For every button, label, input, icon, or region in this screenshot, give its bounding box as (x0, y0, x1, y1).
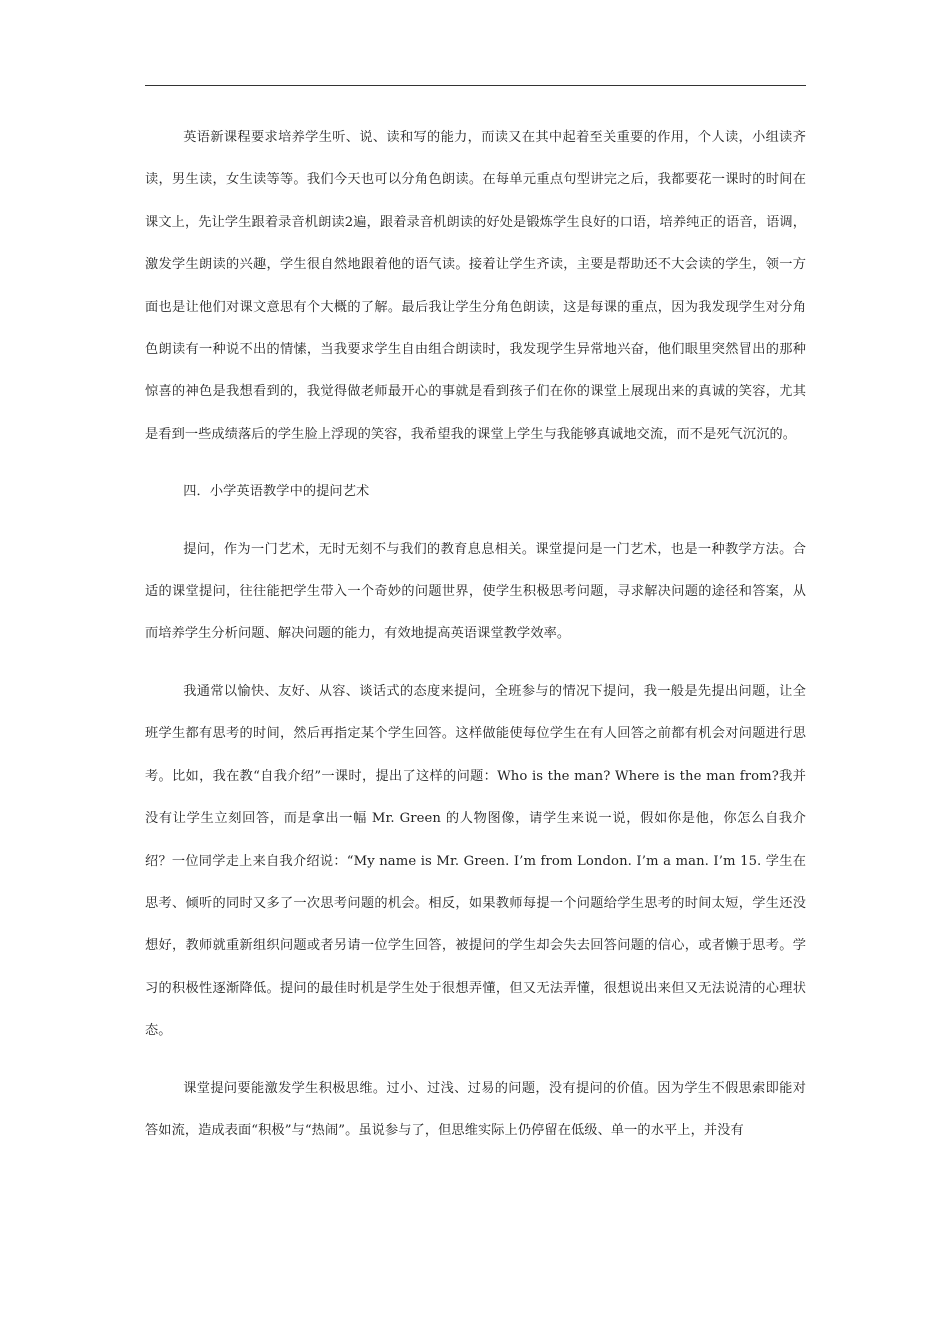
paragraph-questioning-example: 我通常以愉快、友好、从容、谈话式的态度来提问，全班参与的情况下提问，我一般是先提出问题，让全班学生都有思考的时间，然后再指定某个学生回答。这样做能使每位学生在有人回答之前都有机会对问题进行思考。比如，我在教“自我介绍”一课时，提出了这样的问题：Who is the man? Where is the man from?我并没有让学生立刻回答，而是拿出一幅 Mr. Green 的人物图像，请学生来说一说，假如你是他，你怎么自我介绍？一位同学走上来自我介绍说：“My name is Mr. Green. I’m from London. I’m a man. I’m 15. 学生在思考、倾听的同时又多了一次思考问题的机会。相反，如果教师每提一个问题给学生思考的时间太短，学生还没想好，教师就重新组织问题或者另请一位学生回答，被提问的学生却会失去回答问题的信心，或者懒于思考。学习的积极性逐渐降低。提问的最佳时机是学生处于很想弄懂，但又无法弄懂，很想说出来但又无法说清的心理状态。 (145, 683, 806, 1039)
header-rule (145, 85, 806, 86)
paragraph-reading-methods: 英语新课程要求培养学生听、说、读和写的能力，而读又在其中起着至关重要的作用，个人读，小组读齐读，男生读，女生读等等。我们今天也可以分角色朗读。在每单元重点句型讲完之后，我都要花一课时的时间在课文上，先让学生跟着录音机朗读2遍，跟着录音机朗读的好处是锻炼学生良好的口语，培养纯正的语音，语调，激发学生朗读的兴趣，学生很自然地跟着他的语气读。接着让学生齐读，主要是帮助还不大会读的学生，领一方面也是让他们对课文意思有个大概的了解。最后我让学生分角色朗读，这是每课的重点，因为我发现学生对分角色朗读有一种说不出的情愫，当我要求学生自由组合朗读时，我发现学生异常地兴奋，他们眼里突然冒出的那种惊喜的神色是我想看到的，我觉得做老师最开心的事就是看到孩子们在你的课堂上展现出来的真诚的笑容，尤其是看到一些成绩落后的学生脸上浮现的笑容，我希望我的课堂上学生与我能够真诚地交流，而不是死气沉沉的。 (145, 130, 806, 442)
paragraph-questioning-intro: 提问，作为一门艺术，无时无刻不与我们的教育息息相关。课堂提问是一门艺术，也是一种教学方法。合适的课堂提问，往往能把学生带入一个奇妙的问题世界，使学生积极思考问题，寻求解决问题的途径和答案，从而培养学生分析问题、解决问题的能力，有效地提高英语课堂教学效率。 (145, 541, 806, 642)
section-heading-questioning-art: 四．小学英语教学中的提问艺术 (183, 484, 370, 500)
paragraph-active-thinking: 课堂提问要能激发学生积极思维。过小、过浅、过易的问题，没有提问的价值。因为学生不假思索即能对答如流，造成表面“积极”与“热闹”。虽说参与了，但思维实际上仍停留在低级、单一的水平上，并没有 (145, 1080, 806, 1138)
document-body (145, 117, 806, 1152)
